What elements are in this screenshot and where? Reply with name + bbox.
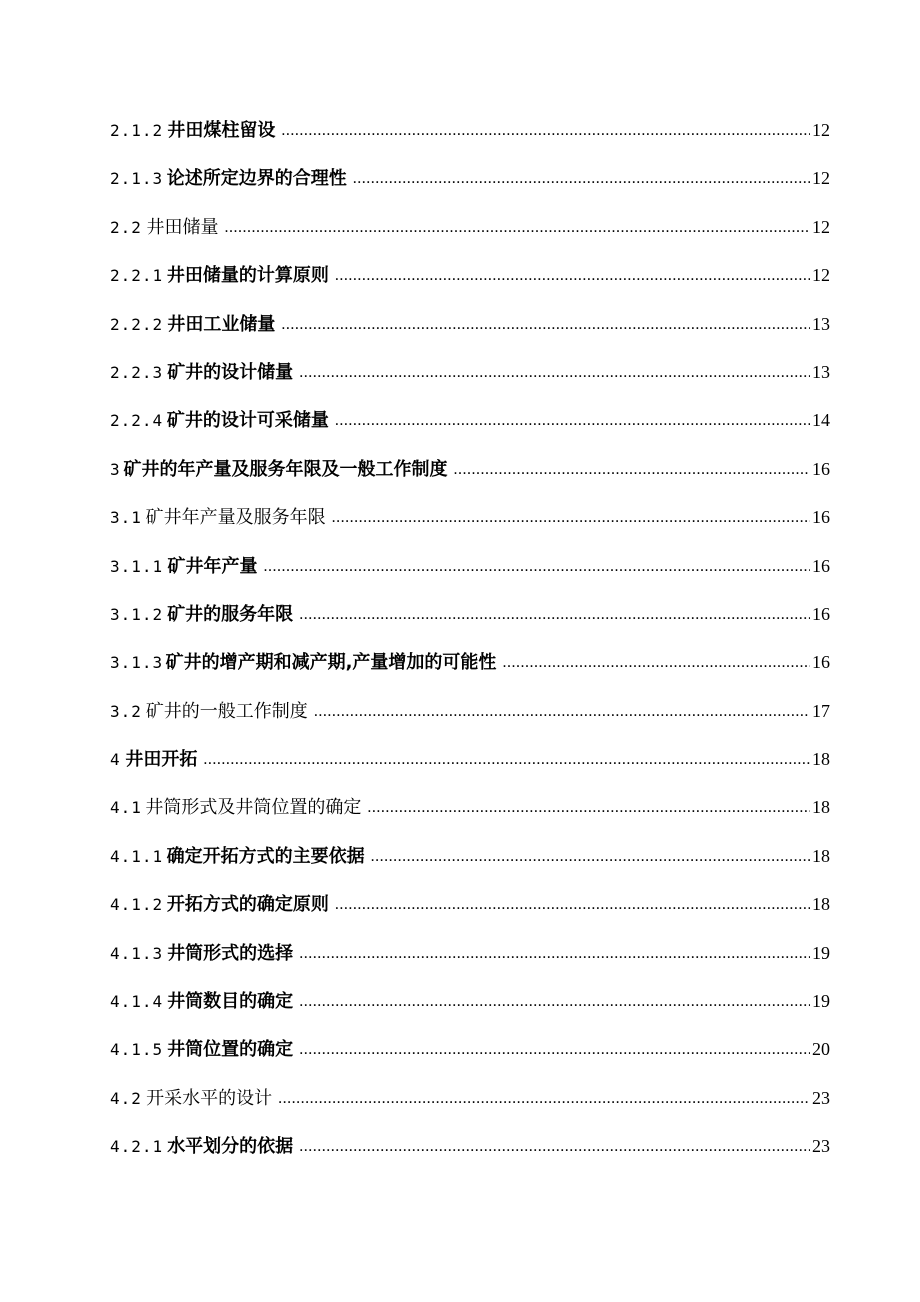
toc-entry-number: 3.1 [110, 508, 142, 528]
toc-dot-leader [225, 219, 810, 237]
toc-entry[interactable] [110, 939, 830, 987]
toc-entry-page: 16 [812, 603, 830, 624]
toc-entry[interactable] [110, 890, 830, 938]
toc-entry-title: 井田储量 [146, 216, 219, 238]
toc-dot-leader [203, 751, 810, 769]
toc-dot-leader [335, 896, 810, 914]
toc-entry-page: 14 [812, 410, 830, 431]
toc-entry[interactable] [110, 455, 830, 503]
toc-dot-leader [332, 509, 810, 527]
toc-entry-page: 23 [812, 1136, 830, 1157]
toc-entry-title: 井筒形式的选择 [167, 942, 294, 964]
toc-dot-leader [299, 993, 810, 1011]
toc-dot-leader [263, 558, 810, 576]
toc-entry-number: 4 [110, 750, 121, 770]
toc-dot-leader [299, 945, 810, 963]
toc-entry-title: 确定开拓方式的主要依据 [166, 845, 365, 867]
toc-dot-leader [299, 606, 810, 624]
toc-dot-leader [278, 1090, 810, 1108]
toc-entry-number: 4.1.3 [110, 943, 164, 963]
toc-entry-page: 19 [812, 942, 830, 963]
toc-entry-title: 井筒位置的确定 [167, 1039, 294, 1061]
toc-entry-page: 19 [812, 991, 830, 1012]
toc-entry[interactable] [110, 358, 830, 406]
toc-entry-number: 3.1.3 [110, 653, 164, 673]
toc-entry-page: 16 [812, 507, 830, 528]
toc-entry[interactable] [110, 552, 830, 600]
toc-entry-page: 13 [812, 361, 830, 382]
toc-entry[interactable] [110, 648, 830, 696]
toc-entry-title: 矿井的增产期和减产期,产量增加的可能性 [165, 652, 497, 674]
toc-entry[interactable] [110, 697, 830, 745]
toc-entry-title: 论述所定边界的合理性 [166, 168, 347, 190]
toc-entry-page: 17 [812, 700, 830, 721]
toc-entry-number: 2.1.3 [110, 169, 164, 189]
toc-entry-title: 井筒数目的确定 [167, 991, 294, 1013]
toc-entry-number: 3.1.1 [110, 556, 164, 576]
toc-dot-leader [335, 412, 810, 430]
toc-entry[interactable] [110, 213, 830, 261]
toc-entry-title: 矿井年产量 [167, 555, 258, 577]
toc-entry-title: 井田开拓 [125, 749, 198, 771]
toc-entry-title: 井田煤柱留设 [167, 120, 276, 141]
toc-entry-number: 4.2 [110, 1088, 142, 1108]
toc-entry-number: 2.2.4 [110, 411, 164, 431]
toc-entry-page: 18 [812, 845, 830, 866]
toc-entry[interactable] [110, 310, 830, 358]
toc-entry-page: 16 [812, 458, 830, 479]
toc-entry-page: 13 [812, 313, 830, 334]
toc-entry-number: 3.1.2 [110, 604, 164, 624]
toc-dot-leader [353, 170, 810, 188]
toc-entry-number: 3 [110, 459, 121, 479]
toc-dot-leader [502, 654, 810, 672]
toc-dot-leader [314, 703, 810, 721]
toc-entry[interactable] [110, 503, 830, 551]
toc-entry-title: 开采水平的设计 [146, 1087, 273, 1109]
toc-entry[interactable] [110, 116, 830, 164]
toc-entry-number: 4.1 [110, 798, 142, 818]
toc-entry-page: 12 [812, 168, 830, 189]
toc-entry-page: 16 [812, 555, 830, 576]
toc-entry[interactable] [110, 1132, 830, 1180]
toc-entry-page: 18 [812, 797, 830, 818]
toc-entry-number: 4.2.1 [110, 1137, 164, 1157]
toc-entry-title: 矿井的设计储量 [167, 361, 294, 383]
toc-dot-leader [299, 1138, 810, 1156]
toc-entry[interactable] [110, 261, 830, 309]
toc-entry[interactable] [110, 842, 830, 890]
toc-dot-leader [281, 316, 810, 334]
toc-entry-number: 4.1.4 [110, 992, 164, 1012]
toc-entry-title: 井田工业储量 [167, 313, 276, 335]
toc-entry-number: 2.2.1 [110, 266, 164, 286]
toc-entry-number: 2.1.2 [110, 121, 164, 140]
toc-entry-page: 20 [812, 1039, 830, 1060]
toc-entry-number: 2.2 [110, 217, 142, 237]
toc-entry-page: 23 [812, 1087, 830, 1108]
toc-entry-page: 16 [812, 652, 830, 673]
toc-entry-number: 4.1.5 [110, 1040, 164, 1060]
toc-dot-leader [367, 799, 810, 817]
toc-entry[interactable] [110, 406, 830, 454]
table-of-contents [110, 116, 830, 1181]
toc-entry-title: 矿井的设计可采储量 [166, 410, 329, 432]
toc-entry[interactable] [110, 1035, 830, 1083]
toc-entry-number: 4.1.1 [110, 846, 164, 866]
toc-entry-title: 井田储量的计算原则 [166, 265, 329, 287]
toc-entry[interactable] [110, 987, 830, 1035]
toc-entry-title: 矿井的年产量及服务年限及一般工作制度 [123, 458, 448, 480]
toc-dot-leader [453, 461, 810, 479]
toc-entry-page: 18 [812, 749, 830, 770]
toc-dot-leader [281, 122, 810, 140]
toc-entry-title: 矿井的一般工作制度 [145, 700, 308, 722]
toc-entry-number: 2.2.2 [110, 314, 164, 334]
toc-entry-page: 12 [812, 120, 830, 140]
toc-entry-title: 矿井年产量及服务年限 [145, 507, 326, 529]
toc-entry[interactable] [110, 793, 830, 841]
toc-dot-leader [335, 267, 810, 285]
toc-entry-number: 4.1.2 [110, 895, 164, 915]
toc-entry-page: 12 [812, 216, 830, 237]
toc-entry[interactable] [110, 164, 830, 212]
toc-entry-title: 开拓方式的确定原则 [166, 894, 329, 916]
toc-dot-leader [299, 364, 810, 382]
toc-entry-number: 2.2.3 [110, 362, 164, 382]
toc-entry-number: 3.2 [110, 701, 142, 721]
toc-entry[interactable] [110, 1084, 830, 1132]
toc-entry[interactable] [110, 600, 830, 648]
toc-entry-page: 18 [812, 894, 830, 915]
toc-dot-leader [299, 1041, 810, 1059]
toc-entry-title: 井筒形式及井筒位置的确定 [145, 797, 362, 819]
toc-entry[interactable] [110, 745, 830, 793]
toc-entry-title: 水平划分的依据 [167, 1136, 294, 1158]
toc-entry-title: 矿井的服务年限 [167, 603, 294, 625]
toc-dot-leader [371, 848, 810, 866]
toc-entry-page: 12 [812, 265, 830, 286]
